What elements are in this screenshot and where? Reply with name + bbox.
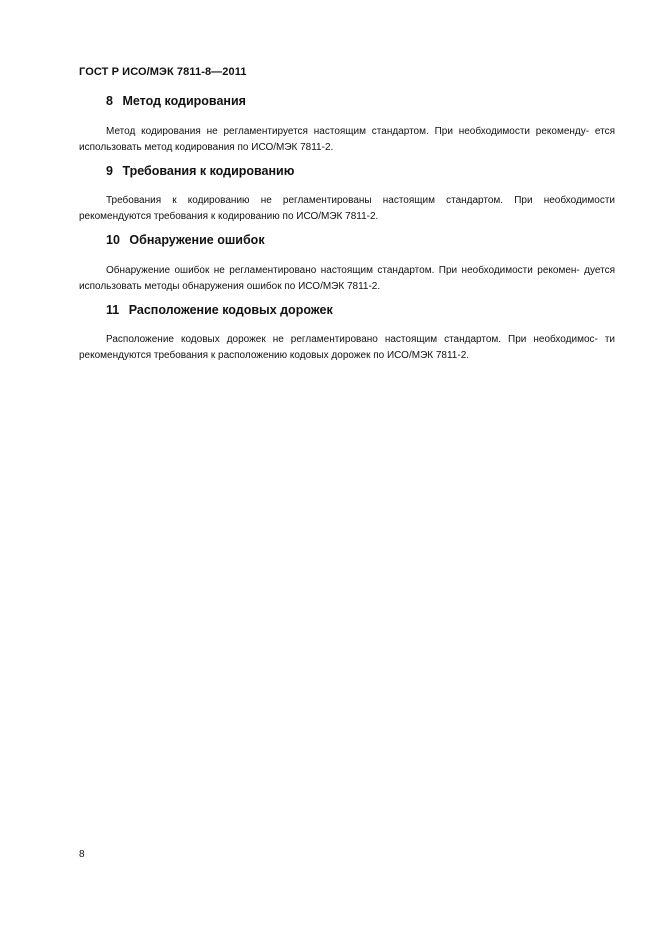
- section-heading: [79, 94, 615, 109]
- section-title: Метод кодирования: [122, 94, 246, 108]
- page-number: 8: [79, 849, 85, 860]
- section-title: Требования к кодированию: [122, 164, 295, 178]
- section-paragraph: Метод кодирования не регламентируется настоящим стандартом. При необходимости рекоменду- ется использовать метод кодирования по ИСО/МЭК 7811-2.: [79, 126, 615, 153]
- section-10: [79, 233, 615, 295]
- section-paragraph: Обнаружение ошибок не регламентировано настоящим стандартом. При необходимости рекомен- дуется использовать методы обнаружения ошибок по ИСО/МЭК 7811-2.: [79, 265, 615, 292]
- section-number: 9: [106, 164, 113, 178]
- section-paragraph: Требования к кодированию не регламентированы настоящим стандартом. При необходимости рекомендуются требования к кодированию по ИСО/МЭК 7811-2.: [79, 195, 615, 222]
- section-11: [79, 303, 615, 364]
- section-heading: [79, 164, 615, 179]
- section-heading: [79, 303, 615, 318]
- section-number: 8: [106, 94, 113, 108]
- section-heading: [79, 233, 615, 248]
- document-header: ГОСТ Р ИСО/МЭК 7811-8—2011: [79, 66, 247, 78]
- section-title: Расположение кодовых дорожек: [128, 303, 333, 317]
- section-number: 10: [106, 233, 120, 247]
- section-paragraph: Расположение кодовых дорожек не регламентировано настоящим стандартом. При необходимос- ти рекомендуются требования к расположению кодовых дорожек по ИСО/МЭК 7811-2.: [79, 334, 615, 361]
- section-8: [79, 94, 615, 156]
- section-title: Обнаружение ошибок: [129, 233, 265, 247]
- section-number: 11: [106, 303, 120, 317]
- section-9: [79, 164, 615, 225]
